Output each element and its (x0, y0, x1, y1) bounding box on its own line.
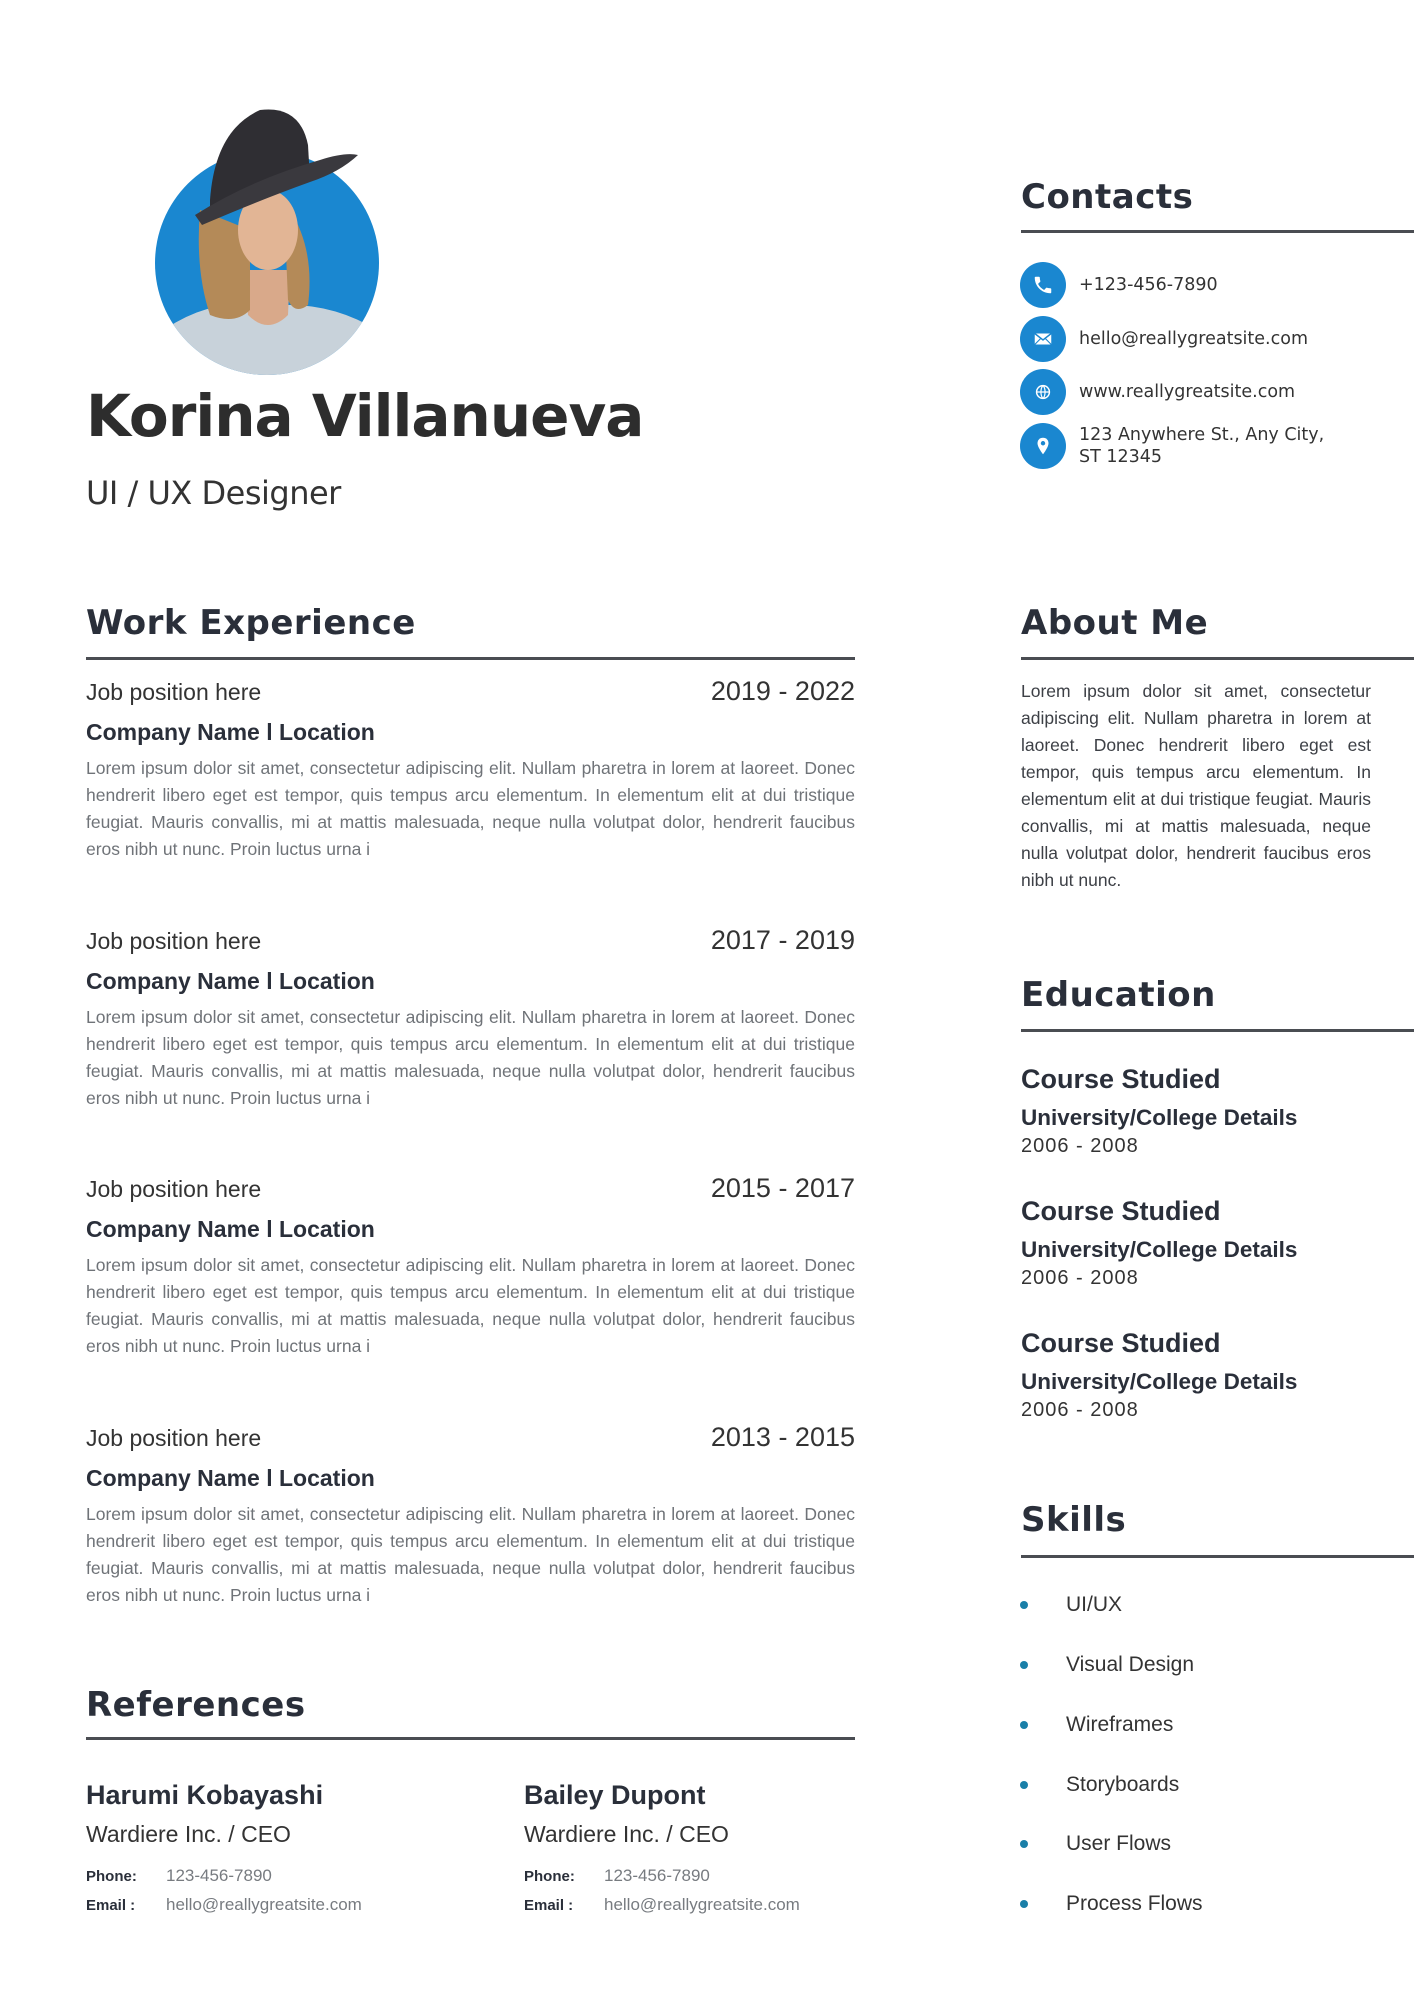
education-entry (1021, 1196, 1401, 1290)
bullet-icon (1020, 1900, 1028, 1908)
job-description: Lorem ipsum dolor sit amet, consectetur adipiscing elit. Nullam pharetra in lorem at laoreet. Donec hendrerit libero eget est tempor, quis tempus arcu elementum. In elementum elit at dui tristique feugiat. Mauris convallis, mi at mattis malesuada, neque nulla volutpat dolor, hendrerit faucibus eros nibh ut nunc. Proin luctus urna i (86, 1504, 855, 1605)
job-entry (86, 1422, 855, 1609)
skill-label: UI/UX (1066, 1593, 1123, 1616)
phone-label: Phone: (524, 1868, 575, 1885)
skill-label: Visual Design (1066, 1653, 1195, 1676)
education-years: 2006 - 2008 (1021, 1399, 1139, 1421)
reference-phone-row (86, 1866, 416, 1886)
phone-icon (1020, 262, 1066, 308)
education-years: 2006 - 2008 (1021, 1135, 1139, 1157)
references-divider (86, 1737, 855, 1740)
job-company: Company Name l Location (86, 1216, 375, 1242)
skill-item (1020, 1593, 1122, 1617)
contact-email-text: hello@reallygreatsite.com (1079, 329, 1308, 349)
work-experience-divider (86, 657, 855, 660)
contact-phone (1020, 262, 1218, 308)
skill-item (1020, 1832, 1171, 1856)
contact-address-text (1079, 424, 1324, 468)
contact-website (1020, 369, 1295, 415)
job-position: Job position here (86, 1176, 262, 1202)
reference-card (86, 1780, 416, 1915)
address-line-1: 123 Anywhere St., Any City, (1079, 425, 1325, 445)
school-name: University/College Details (1021, 1237, 1298, 1262)
about-heading: About Me (1021, 603, 1209, 643)
course-name: Course Studied (1021, 1196, 1221, 1226)
reference-email-row (86, 1895, 416, 1915)
skill-label: User Flows (1066, 1832, 1172, 1855)
job-company: Company Name l Location (86, 1465, 375, 1491)
contact-address (1020, 423, 1324, 469)
education-entry (1021, 1328, 1401, 1422)
globe-icon (1020, 369, 1066, 415)
location-pin-icon (1020, 423, 1066, 469)
skill-item (1020, 1773, 1179, 1797)
bullet-icon (1020, 1601, 1028, 1609)
email-label: Email : (86, 1897, 136, 1914)
reference-title: Wardiere Inc. / CEO (86, 1821, 291, 1847)
skill-item (1020, 1892, 1203, 1916)
job-description: Lorem ipsum dolor sit amet, consectetur adipiscing elit. Nullam pharetra in lorem at laoreet. Donec hendrerit libero eget est tempor, quis tempus arcu elementum. In elementum elit at dui tristique feugiat. Mauris convallis, mi at mattis malesuada, neque nulla volutpat dolor, hendrerit faucibus eros nibh ut nunc. Proin luctus urna i (86, 758, 855, 859)
reference-email: hello@reallygreatsite.com (166, 1895, 362, 1914)
bullet-icon (1020, 1781, 1028, 1789)
contacts-heading: Contacts (1021, 177, 1194, 217)
bullet-icon (1020, 1840, 1028, 1848)
bullet-icon (1020, 1721, 1028, 1729)
candidate-role: UI / UX Designer (86, 474, 341, 512)
education-years: 2006 - 2008 (1021, 1267, 1139, 1289)
skill-label: Storyboards (1066, 1773, 1180, 1796)
job-company: Company Name l Location (86, 719, 375, 745)
reference-card (524, 1780, 854, 1915)
job-company: Company Name l Location (86, 968, 375, 994)
skills-heading: Skills (1021, 1500, 1127, 1540)
email-label: Email : (524, 1897, 574, 1914)
job-description: Lorem ipsum dolor sit amet, consectetur adipiscing elit. Nullam pharetra in lorem at laoreet. Donec hendrerit libero eget est tempor, quis tempus arcu elementum. In elementum elit at dui tristique feugiat. Mauris convallis, mi at mattis malesuada, neque nulla volutpat dolor, hendrerit faucibus eros nibh ut nunc. Proin luctus urna i (86, 1255, 855, 1356)
job-years: 2015 - 2017 (710, 1173, 855, 1203)
profile-photo (140, 100, 390, 380)
reference-email-row (524, 1895, 854, 1915)
references-heading: References (86, 1685, 306, 1725)
reference-phone: 123-456-7890 (604, 1866, 710, 1885)
contact-website-text: www.reallygreatsite.com (1079, 382, 1296, 402)
education-divider (1021, 1029, 1414, 1032)
job-entry (86, 925, 855, 1112)
reference-name: Harumi Kobayashi (86, 1780, 324, 1810)
course-name: Course Studied (1021, 1064, 1221, 1094)
about-text: Lorem ipsum dolor sit amet, consectetur adipiscing elit. Nullam pharetra in lorem at laoreet. Donec hendrerit libero eget est tempor, quis tempus arcu elementum. In elementum elit at dui tristique feugiat. Mauris convallis, mi at mattis malesuada, neque nulla volutpat dolor, hendrerit faucibus eros nibh ut nunc. (1021, 681, 1371, 890)
reference-email: hello@reallygreatsite.com (604, 1895, 800, 1914)
email-icon (1020, 316, 1066, 362)
reference-phone-row (524, 1866, 854, 1886)
job-entry (86, 1173, 855, 1360)
reference-phone: 123-456-7890 (166, 1866, 272, 1885)
phone-label: Phone: (86, 1868, 137, 1885)
job-entry (86, 676, 855, 863)
contacts-divider (1021, 230, 1414, 233)
bullet-icon (1020, 1661, 1028, 1669)
about-divider (1021, 657, 1414, 660)
work-experience-heading: Work Experience (86, 603, 416, 643)
course-name: Course Studied (1021, 1328, 1221, 1358)
skill-label: Wireframes (1066, 1713, 1174, 1736)
school-name: University/College Details (1021, 1369, 1298, 1394)
skills-divider (1021, 1555, 1414, 1558)
job-years: 2017 - 2019 (710, 925, 855, 955)
job-years: 2013 - 2015 (710, 1422, 855, 1452)
education-entry (1021, 1064, 1401, 1158)
job-position: Job position here (86, 679, 262, 705)
education-heading: Education (1021, 975, 1216, 1015)
address-line-2: ST 12345 (1079, 447, 1163, 467)
reference-title: Wardiere Inc. / CEO (524, 1821, 729, 1847)
job-position: Job position here (86, 1425, 262, 1451)
job-position: Job position here (86, 928, 262, 954)
job-description: Lorem ipsum dolor sit amet, consectetur adipiscing elit. Nullam pharetra in lorem at laoreet. Donec hendrerit libero eget est tempor, quis tempus arcu elementum. In elementum elit at dui tristique feugiat. Mauris convallis, mi at mattis malesuada, neque nulla volutpat dolor, hendrerit faucibus eros nibh ut nunc. Proin luctus urna i (86, 1007, 855, 1108)
skill-item (1020, 1713, 1173, 1737)
reference-name: Bailey Dupont (524, 1780, 706, 1810)
job-years: 2019 - 2022 (710, 676, 855, 706)
school-name: University/College Details (1021, 1105, 1298, 1130)
skill-item (1020, 1653, 1194, 1677)
contact-email (1020, 316, 1308, 362)
skill-label: Process Flows (1066, 1892, 1203, 1915)
contact-phone-text: +123-456-7890 (1079, 275, 1218, 295)
candidate-name: Korina Villanueva (86, 382, 644, 450)
